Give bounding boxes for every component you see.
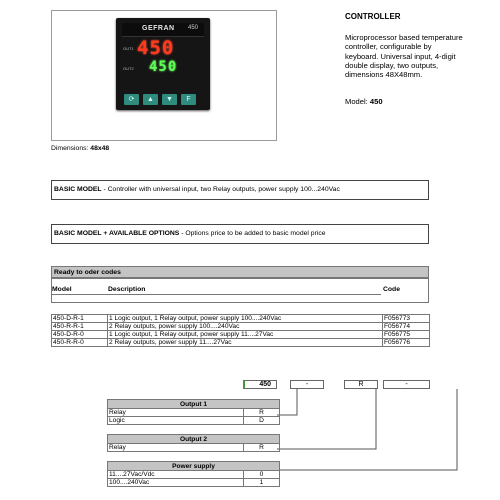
option-label: Logic (108, 417, 244, 425)
option-code: 0 (244, 471, 280, 479)
row-model: 450-D-R-0 (52, 331, 108, 339)
output1-title: Output 1 (108, 400, 280, 409)
brand-logo: GEFRAN (142, 25, 175, 32)
option-label: 100....240Vac (108, 479, 244, 487)
col-header-description: Description (108, 286, 146, 293)
output2-title: Output 2 (108, 435, 280, 444)
table-row (108, 444, 280, 452)
option-label: Relay (108, 409, 244, 417)
output2-table (107, 434, 280, 452)
out2-led-label: OUT2 (123, 66, 134, 71)
display-bottom: 450 (149, 59, 178, 75)
row-model: 450-R-R-0 (52, 339, 108, 347)
model-value: 450 (369, 97, 383, 106)
option-code: D (244, 417, 280, 425)
row-description: 1 Logic output, 1 Relay output, power supply 11....27Vac (108, 331, 383, 339)
table-row (108, 409, 280, 417)
down-key-icon: ▼ (162, 94, 177, 105)
up-key-icon: ▲ (143, 94, 158, 105)
options-text: - Options price to be added to basic model price (179, 230, 326, 237)
config-sep2-box: - (383, 380, 430, 389)
power-supply-table (107, 461, 280, 487)
config-slot2-box: R (344, 380, 378, 389)
out1-led-label: OUT1 (123, 46, 134, 51)
basic-model-text: - Controller with universal input, two Relay outputs, power supply 100...240Vac (101, 186, 340, 193)
model-label: Model: (345, 97, 368, 106)
dimensions-label: Dimensions: (51, 145, 89, 152)
option-code: R (244, 409, 280, 417)
col-header-code: Code (383, 286, 400, 293)
row-code: F056773 (383, 315, 430, 323)
codes-section-title: Ready to oder codes (51, 266, 429, 278)
power-supply-title: Power supply (108, 462, 280, 471)
col-header-model: Model (52, 286, 72, 293)
row-description: 1 Logic output, 1 Relay output, power supply 100....240Vac (108, 315, 383, 323)
config-base-box: 450 (243, 380, 277, 389)
device-model-tag: 450 (187, 25, 198, 31)
product-description: Microprocessor based temperature controller, configurable by keyboard. Universal input, 4-digit double display, two outputs, dimensions 48X48mm. (345, 33, 463, 80)
product-title: CONTROLLER (345, 12, 401, 21)
row-code: F056775 (383, 331, 430, 339)
options-label: BASIC MODEL + AVAILABLE OPTIONS (54, 230, 180, 237)
row-description: 2 Relay outputs, power supply 100....240Vac (108, 323, 383, 331)
config-sep1-box: - (290, 380, 324, 389)
row-model: 450-R-R-1 (52, 323, 108, 331)
output1-table (107, 399, 280, 425)
dimensions-value: 48x48 (90, 145, 110, 152)
row-description: 2 Relay outputs, power supply 11....27Vac (108, 339, 383, 347)
display-top: 450 (137, 37, 175, 59)
row-code: F056776 (383, 339, 430, 347)
row-model: 450-D-R-1 (52, 315, 108, 323)
option-code: R (244, 444, 280, 452)
option-label: Relay (108, 444, 244, 452)
row-code: F056774 (383, 323, 430, 331)
table-row (108, 417, 280, 425)
option-label: 11....27Vac/Vdc (108, 471, 244, 479)
table-row (108, 471, 280, 479)
basic-model-label: BASIC MODEL (54, 186, 102, 193)
table-row (108, 479, 280, 487)
cycle-key-icon: ⟳ (124, 94, 139, 105)
function-key-icon: F (181, 94, 196, 105)
option-code: 1 (244, 479, 280, 487)
